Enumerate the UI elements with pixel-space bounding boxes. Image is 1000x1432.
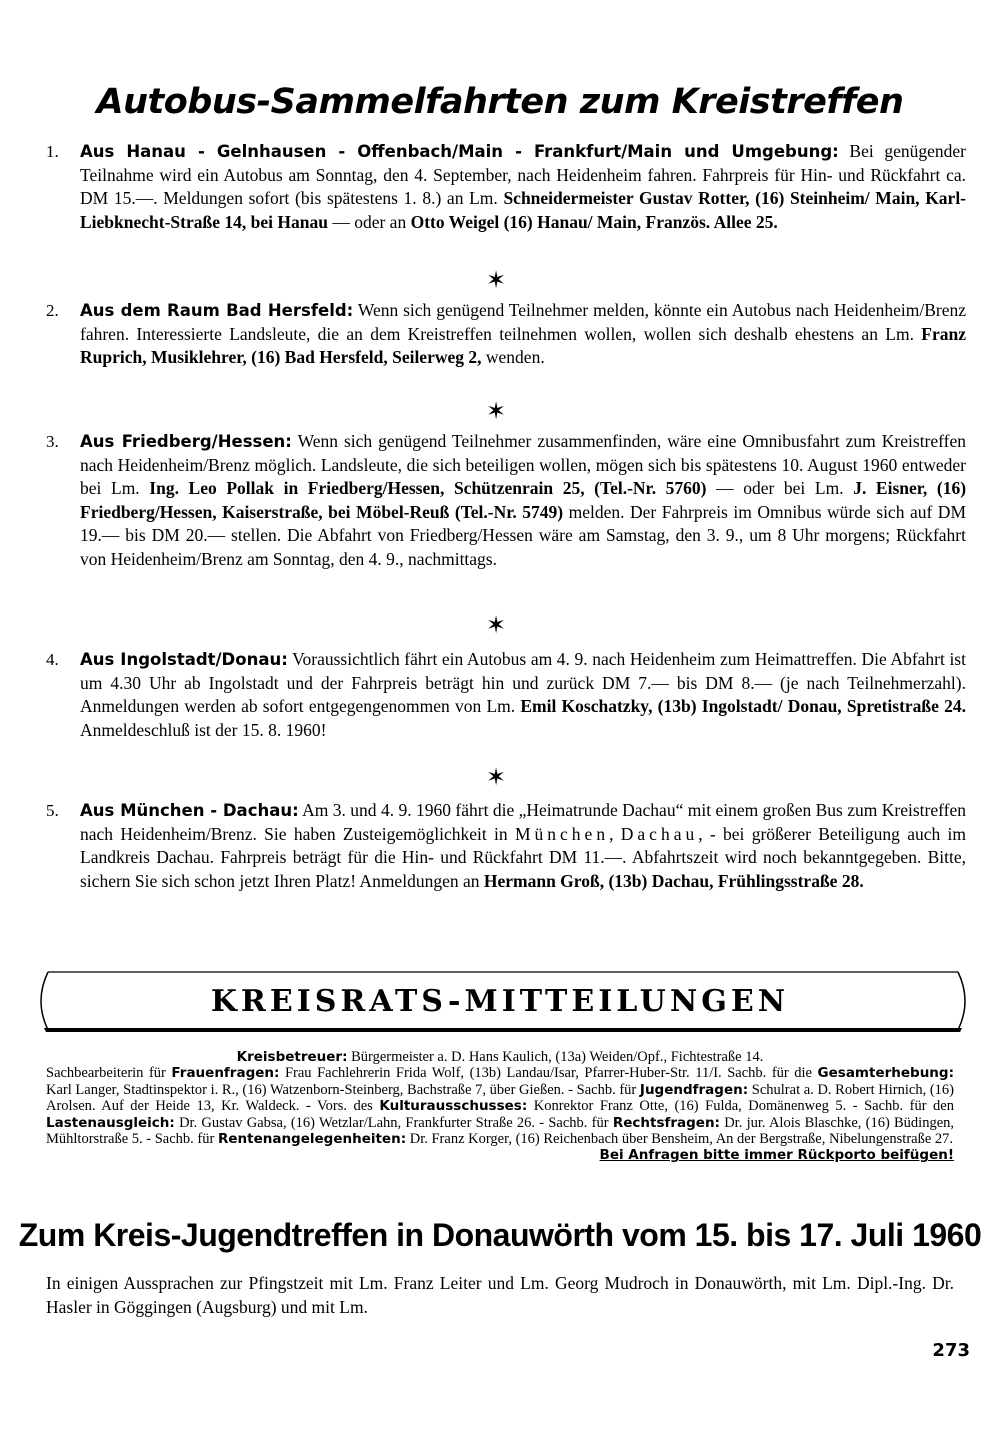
item-place: Aus Friedberg/Hessen:: [80, 432, 292, 451]
contact: Otto Weigel (16) Hanau/ Main, Französ. Allee 25.: [410, 211, 778, 232]
list-item: [46, 430, 966, 571]
separator: — oder bei: [716, 478, 806, 498]
notice-line: [46, 1147, 954, 1163]
item-number: 4.: [46, 650, 59, 669]
lm-abbrev: Lm.: [469, 188, 498, 208]
staff-paragraph: [46, 1065, 954, 1147]
star-divider: ✶: [485, 399, 507, 425]
item-body: Am 3. und 4. 9. 1960 fährt die „Heimatrunde Dachau“ mit einem großen Bus zum Kreistreffen nach Heidenheim/Brenz. Sie haben Zusteigemöglichkeit in: [80, 800, 966, 844]
text: Dr. Franz Korger, (16) Reichenbach über Bensheim, An der Bergstraße, Nibelungenstraße 27.: [409, 1131, 954, 1148]
text: Schulrat a. D. Robert Hirnich, (16) Arolsen. Auf der Heide 13, Kr. Waldeck. - Vors. des: [46, 1081, 955, 1115]
item-body: Wenn sich genügend Teilnehmer melden, könnte ein Autobus nach Heidenheim/Brenz fahren. Interessierte Landsleute, die an dem Kreistreffen teilnehmen wollen, wollen sich deshalb ehestens an: [80, 300, 967, 344]
label: Lastenausgleich:: [46, 1114, 175, 1131]
text: Frau Fachlehrerin Frida Wolf, (13b) Landau/Isar, Pfarrer-Huber-Str. 11/I. Sachb. für die: [284, 1065, 812, 1082]
kreisbetreuer-line: [46, 1049, 954, 1065]
list-item: [46, 648, 966, 742]
text: Konrektor Franz Otte, (16) Fulda, Domänenweg 5. - Sachb. für den: [533, 1098, 954, 1115]
contact: Schneidermeister Gustav Rotter, (16) Steinheim/ Main, Karl-Liebknecht-Straße 14, bei Hanau: [80, 188, 967, 232]
item-place: Aus München - Dachau:: [80, 801, 299, 820]
item-text: [80, 299, 966, 370]
item-end: melden. Der Fahrpreis im Omnibus würde sich auf DM 19.— bis DM 20.— stellen. Die Abfahrt von Friedberg/Hessen wäre am Samstag, den 3. 9., um 8 Uhr morgens; Rückfahrt von Heidenheim/Brenz am Sonntag, den 4. 9., nachmittags.: [80, 501, 967, 569]
item-text: [80, 799, 966, 893]
star-divider: ✶: [485, 765, 507, 791]
item-number: 3.: [46, 432, 59, 451]
spaced-city: Dachau: [620, 823, 699, 844]
label: Jugendfragen:: [639, 1081, 749, 1098]
label: Kulturausschusses:: [379, 1098, 528, 1115]
list-item: [46, 140, 966, 234]
label: Rentenangelegenheiten:: [217, 1131, 407, 1148]
item-body: Voraussichtlich fährt ein Autobus am 4. 9. nach Heidenheim zum Heimattreffen. Die Abfahrt ist um 4.30 Uhr ab Ingolstadt und der Fahrpreis beträgt hin und zurück DM 7.— bis DM 8.— (je nach Teilnehmerzahl). Anmeldungen werden ab sofort entgegengenommen von: [80, 649, 966, 716]
text: Karl Langer, Stadtinspektor i. R., (16) Watzenborn-Steinberg, Bachstraße 7, über Gießen. - Sachb. für: [46, 1081, 637, 1098]
contact: Ing. Leo Pollak in Friedberg/Hessen, Schützenrain 25, (Tel.-Nr. 5760): [149, 478, 707, 498]
item-text: [80, 648, 966, 742]
label: Gesamterhebung:: [817, 1065, 954, 1082]
star-divider: ✶: [485, 268, 507, 294]
item-place: Aus dem Raum Bad Hersfeld:: [80, 301, 354, 320]
item-text: [80, 430, 966, 571]
lm-abbrev: Lm.: [486, 696, 516, 716]
label: Rechtsfragen:: [612, 1114, 720, 1131]
list-item: [46, 799, 966, 893]
text: Dr. Gustav Gabsa, (16) Wetzlar/Lahn, Frankfurter Straße 26. - Sachb. für: [179, 1114, 609, 1131]
label: Kreisbetreuer:: [236, 1049, 348, 1065]
page-title: Autobus-Sammelfahrten zum Kreistreffen: [96, 82, 904, 122]
notice: Bei Anfragen bitte immer Rückporto beifügen!: [599, 1147, 954, 1164]
contact: J. Eisner, (16) Friedberg/Hessen, Kaiserstraße, bei Möbel-Reuß (Tel.-Nr. 5749): [80, 478, 967, 522]
item-number: 1.: [46, 142, 59, 161]
contact: Franz Ruprich, Musiklehrer, (16) Bad Hersfeld, Seilerweg 2,: [80, 323, 967, 367]
lm-abbrev: Lm.: [111, 478, 140, 498]
kreisrat-text: [46, 1049, 954, 1164]
separator: — oder an: [332, 211, 407, 232]
item-body: , - bei größerer Beteiligung auch im Landkreis Dachau. Fahrpreis beträgt für die Hin- und Rückfahrt DM 11.—. Abfahrtszeit wird noch bekanntgegeben. Bitte, sichern Sie sich schon jetzt Ihren Platz! Anmeldungen an: [80, 823, 967, 891]
star-divider: ✶: [485, 613, 507, 639]
lm-abbrev: Lm.: [814, 478, 844, 498]
label: Frauenfragen:: [171, 1065, 280, 1082]
item-end: wenden.: [485, 347, 545, 367]
item-text: [80, 140, 966, 234]
section-text: In einigen Aussprachen zur Pfingstzeit mit Lm. Franz Leiter und Lm. Georg Mudroch in Donauwörth, mit Lm. Dipl.-Ing. Dr. Hasler in Göggingen (Augsburg) und mit Lm.: [46, 1273, 954, 1317]
comma: ,: [609, 823, 614, 844]
section-title: Zum Kreis-Jugendtreffen in Donauwörth vom 15. bis 17. Juli 1960: [18, 1217, 982, 1253]
text: Dr. jur. Alois Blaschke, (16) Büdingen, Mühltorstraße 5. - Sachb. für: [46, 1114, 955, 1148]
item-body: Bei genügender Teilnahme wird ein Autobus am Sonntag, den 4. September, nach Heidenheim fahren. Fahrpreis für Hin- und Rückfahrt ca. DM 15.—. Meldungen sofort (bis spätestens 1. 8.) an: [80, 141, 966, 208]
item-number: 2.: [46, 301, 59, 320]
contact: Emil Koschatzky, (13b) Ingolstadt/ Donau, Spretistraße 24.: [520, 696, 967, 716]
item-end: Anmeldeschluß ist der 15. 8. 1960!: [80, 719, 327, 740]
kreisrat-title: KREISRATS-MITTEILUNGEN: [210, 984, 790, 1019]
text: Bürgermeister a. D. Hans Kaulich, (13a) Weiden/Opf., Fichtestraße 14.: [351, 1049, 764, 1065]
page-number: 273: [932, 1340, 970, 1361]
spaced-city: München: [514, 823, 610, 844]
contact: Hermann Groß, (13b) Dachau, Frühlingsstraße 28.: [483, 870, 864, 891]
list-item: [46, 299, 966, 370]
item-body: Wenn sich genügend Teilnehmer zusammenfinden, wäre eine Omnibusfahrt zum Kreistreffen nach Heidenheim/Brenz möglich. Landsleute, die sich beteiligen wollen, mögen sich bis spätestens 10. August 1960 entweder bei: [80, 431, 967, 498]
item-place: Aus Hanau - Gelnhausen - Offenbach/Main - Frankfurt/Main und Umgebung:: [80, 142, 839, 161]
text: Sachbearbeiterin für: [46, 1065, 166, 1082]
item-place: Aus Ingolstadt/Donau:: [80, 650, 288, 669]
lm-abbrev: Lm.: [885, 323, 914, 344]
item-number: 5.: [46, 801, 59, 820]
